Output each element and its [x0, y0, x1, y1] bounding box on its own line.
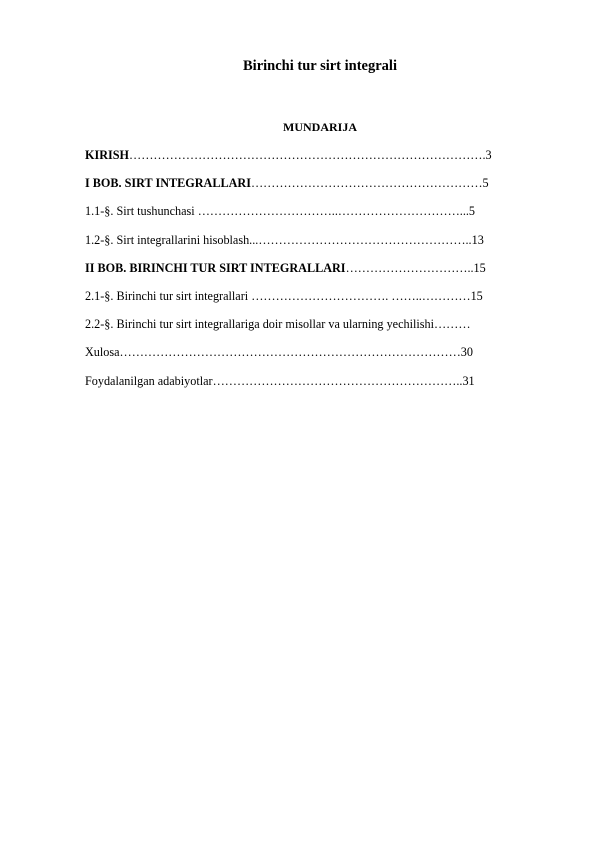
- document-title: Birinchi tur sirt integrali: [243, 58, 397, 74]
- toc-entry-label: I BOB. SIRT INTEGRALLARI: [85, 176, 251, 191]
- toc-entry-label: Foydalanilgan adabiyotlar: [85, 373, 213, 388]
- toc-entry-leader: …………………………………………………………………………….3: [129, 148, 492, 162]
- toc-heading: MUNDARIJA: [283, 120, 357, 134]
- toc-entry: [85, 147, 565, 175]
- toc-entry: [85, 175, 565, 203]
- toc-entry: [85, 316, 565, 344]
- toc-entry-leader: ……………………………..…………………………...5: [194, 204, 475, 219]
- toc-entry-leader: ……………………………. ……..…………15: [248, 288, 483, 303]
- toc-entry-label: KIRISH: [85, 148, 130, 162]
- toc-entry: [85, 203, 565, 231]
- toc-entry: [85, 288, 565, 316]
- toc-entry-leader: ……………………………………………………..31: [212, 373, 475, 388]
- toc-entry-label: Xulosa: [85, 345, 120, 360]
- toc-entry-leader: ...……………………………………………..13: [249, 232, 484, 247]
- toc-entry-label: 2.1-§. Birinchi tur sirt integrallari: [85, 288, 249, 303]
- toc-entry-leader: …………………………..15: [345, 260, 486, 275]
- table-of-contents: [85, 147, 565, 401]
- toc-entry-label: 2.2-§. Birinchi tur sirt integrallariga doir misollar va ularning yechilishi: [85, 317, 434, 332]
- toc-entry-label: 1.2-§. Sirt integrallarini hisoblash: [85, 232, 250, 247]
- toc-entry-leader: …………………………………………………………………………30: [119, 345, 473, 360]
- toc-entry: [85, 344, 565, 372]
- toc-entry: [85, 260, 565, 288]
- toc-entry-label: 1.1-§. Sirt tushunchasi: [85, 204, 195, 219]
- toc-entry: [85, 373, 565, 401]
- toc-entry-leader: ………: [433, 317, 471, 332]
- toc-entry-label: II BOB. BIRINCHI TUR SIRT INTEGRALLARI: [85, 260, 346, 275]
- toc-entry-leader: …………………………………………………5: [250, 176, 489, 191]
- toc-entry: [85, 232, 565, 260]
